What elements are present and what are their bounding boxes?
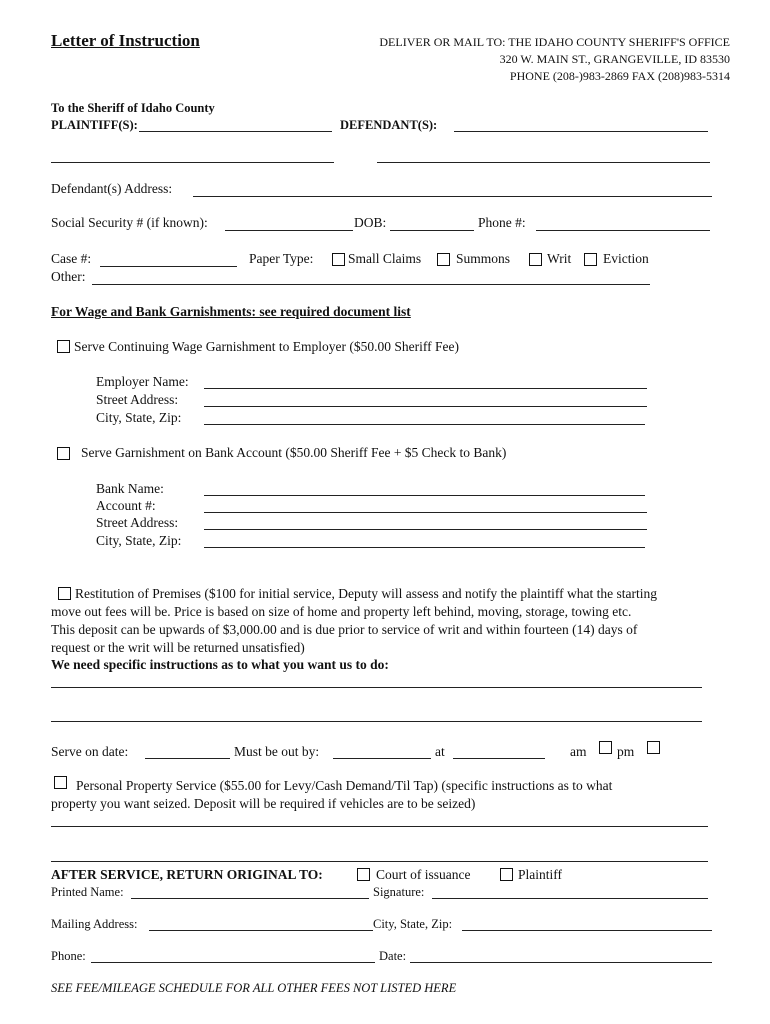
bank-name-label: Bank Name:	[96, 481, 164, 496]
fee-schedule-note: SEE FEE/MILEAGE SCHEDULE FOR ALL OTHER FEES NOT LISTED HERE	[51, 981, 457, 995]
instructions-line-2[interactable]	[51, 721, 702, 722]
eviction-checkbox[interactable]	[584, 253, 597, 266]
restitution-checkbox[interactable]	[58, 587, 71, 600]
mailing-address-label: Mailing Address:	[51, 917, 138, 931]
instructions-heading: We need specific instructions as to what you want us to do:	[51, 657, 389, 672]
printed-name-field[interactable]	[131, 898, 369, 899]
sheriff-address: 320 W. MAIN ST., GRANGEVILLE, ID 83530	[499, 52, 730, 66]
defendants-label: DEFENDANT(S):	[340, 118, 438, 132]
wage-garnishment-label: Serve Continuing Wage Garnishment to Employer ($50.00 Sheriff Fee)	[74, 339, 459, 354]
personal-property-checkbox[interactable]	[54, 776, 67, 789]
bank-street-field[interactable]	[204, 529, 647, 530]
other-label: Other:	[51, 269, 86, 284]
time-field[interactable]	[453, 758, 545, 759]
to-sheriff-label: To the Sheriff of Idaho County	[51, 101, 215, 115]
bank-name-field[interactable]	[204, 495, 645, 496]
court-of-issuance-checkbox[interactable]	[357, 868, 370, 881]
garnishment-heading: For Wage and Bank Garnishments: see required document list	[51, 304, 411, 319]
personal-property-line-2: property you want seized. Deposit will be required if vehicles are to be seized)	[51, 796, 476, 811]
pm-label: pm	[617, 744, 635, 759]
bank-street-label: Street Address:	[96, 515, 179, 530]
summons-checkbox[interactable]	[437, 253, 450, 266]
case-number-field[interactable]	[100, 266, 237, 267]
plaintiffs-label: PLAINTIFF(S):	[51, 118, 138, 132]
defendants-field-2[interactable]	[377, 162, 710, 163]
dob-label: DOB:	[354, 215, 387, 230]
plaintiff-label: Plaintiff	[518, 867, 563, 882]
personal-property-field-1[interactable]	[51, 826, 708, 827]
instructions-line-1[interactable]	[51, 687, 702, 688]
return-phone-field[interactable]	[91, 962, 375, 963]
return-phone-label: Phone:	[51, 949, 86, 963]
bank-garnishment-checkbox[interactable]	[57, 447, 70, 460]
small-claims-label: Small Claims	[348, 251, 422, 266]
wage-garnishment-checkbox[interactable]	[57, 340, 70, 353]
employer-city-field[interactable]	[204, 424, 645, 425]
summons-label: Summons	[456, 251, 511, 266]
plaintiffs-field-2[interactable]	[51, 162, 334, 163]
phone-field[interactable]	[536, 230, 710, 231]
account-field[interactable]	[204, 512, 647, 513]
small-claims-checkbox[interactable]	[332, 253, 345, 266]
at-label: at	[435, 744, 445, 759]
date-label: Date:	[379, 949, 407, 963]
restitution-line-4: request or the writ will be returned unsatisfied)	[51, 640, 305, 655]
bank-garnishment-label: Serve Garnishment on Bank Account ($50.00 Sheriff Fee + $5 Check to Bank)	[81, 445, 507, 460]
writ-checkbox[interactable]	[529, 253, 542, 266]
must-be-out-label: Must be out by:	[234, 744, 320, 759]
writ-label: Writ	[547, 251, 572, 266]
restitution-line-1: Restitution of Premises ($100 for initial service, Deputy will assess and notify the plaintiff what the starting	[75, 586, 658, 601]
plaintiffs-field[interactable]	[139, 131, 332, 132]
am-checkbox[interactable]	[599, 741, 612, 754]
employer-name-field[interactable]	[204, 388, 647, 389]
employer-street-field[interactable]	[204, 406, 647, 407]
account-label: Account #:	[96, 498, 156, 513]
employer-name-label: Employer Name:	[96, 374, 189, 389]
mailing-address-field[interactable]	[149, 930, 373, 931]
restitution-line-2: move out fees will be. Price is based on size of home and property left behind, moving, storage, towing etc.	[51, 604, 632, 619]
signature-field[interactable]	[432, 898, 708, 899]
defendant-address-label: Defendant(s) Address:	[51, 181, 173, 196]
employer-street-label: Street Address:	[96, 392, 179, 407]
restitution-line-3: This deposit can be upwards of $3,000.00 and is due prior to service of writ and within fourteen (14) days of	[51, 622, 638, 637]
employer-city-label: City, State, Zip:	[96, 410, 182, 425]
defendants-field[interactable]	[454, 131, 708, 132]
signature-label: Signature:	[373, 885, 425, 899]
eviction-label: Eviction	[603, 251, 649, 266]
phone-label: Phone #:	[478, 215, 526, 230]
must-be-out-field[interactable]	[333, 758, 431, 759]
personal-property-line-1: Personal Property Service ($55.00 for Levy/Cash Demand/Til Tap) (specific instructions as to what	[76, 778, 613, 793]
dob-field[interactable]	[390, 230, 474, 231]
case-number-label: Case #:	[51, 251, 92, 266]
other-field[interactable]	[92, 284, 650, 285]
printed-name-label: Printed Name:	[51, 885, 124, 899]
court-of-issuance-label: Court of issuance	[376, 867, 471, 882]
return-heading: AFTER SERVICE, RETURN ORIGINAL TO:	[51, 867, 323, 882]
city-state-zip-label: City, State, Zip:	[373, 917, 453, 931]
ssn-label: Social Security # (if known):	[51, 215, 208, 230]
pm-checkbox[interactable]	[647, 741, 660, 754]
personal-property-field-2[interactable]	[51, 861, 708, 862]
serve-on-date-field[interactable]	[145, 758, 230, 759]
city-state-zip-field[interactable]	[462, 930, 712, 931]
serve-on-date-label: Serve on date:	[51, 744, 129, 759]
defendant-address-field[interactable]	[193, 196, 712, 197]
bank-city-label: City, State, Zip:	[96, 533, 182, 548]
form-title: Letter of Instruction	[51, 31, 200, 50]
phone-fax: PHONE (208-)983-2869 FAX (208)983-5314	[509, 69, 730, 83]
plaintiff-checkbox[interactable]	[500, 868, 513, 881]
bank-city-field[interactable]	[204, 547, 645, 548]
date-field[interactable]	[410, 962, 712, 963]
paper-type-label: Paper Type:	[249, 251, 314, 266]
am-label: am	[570, 744, 587, 759]
deliver-to-text: DELIVER OR MAIL TO: THE IDAHO COUNTY SHERIFF'S OFFICE	[379, 35, 730, 49]
ssn-field[interactable]	[225, 230, 353, 231]
